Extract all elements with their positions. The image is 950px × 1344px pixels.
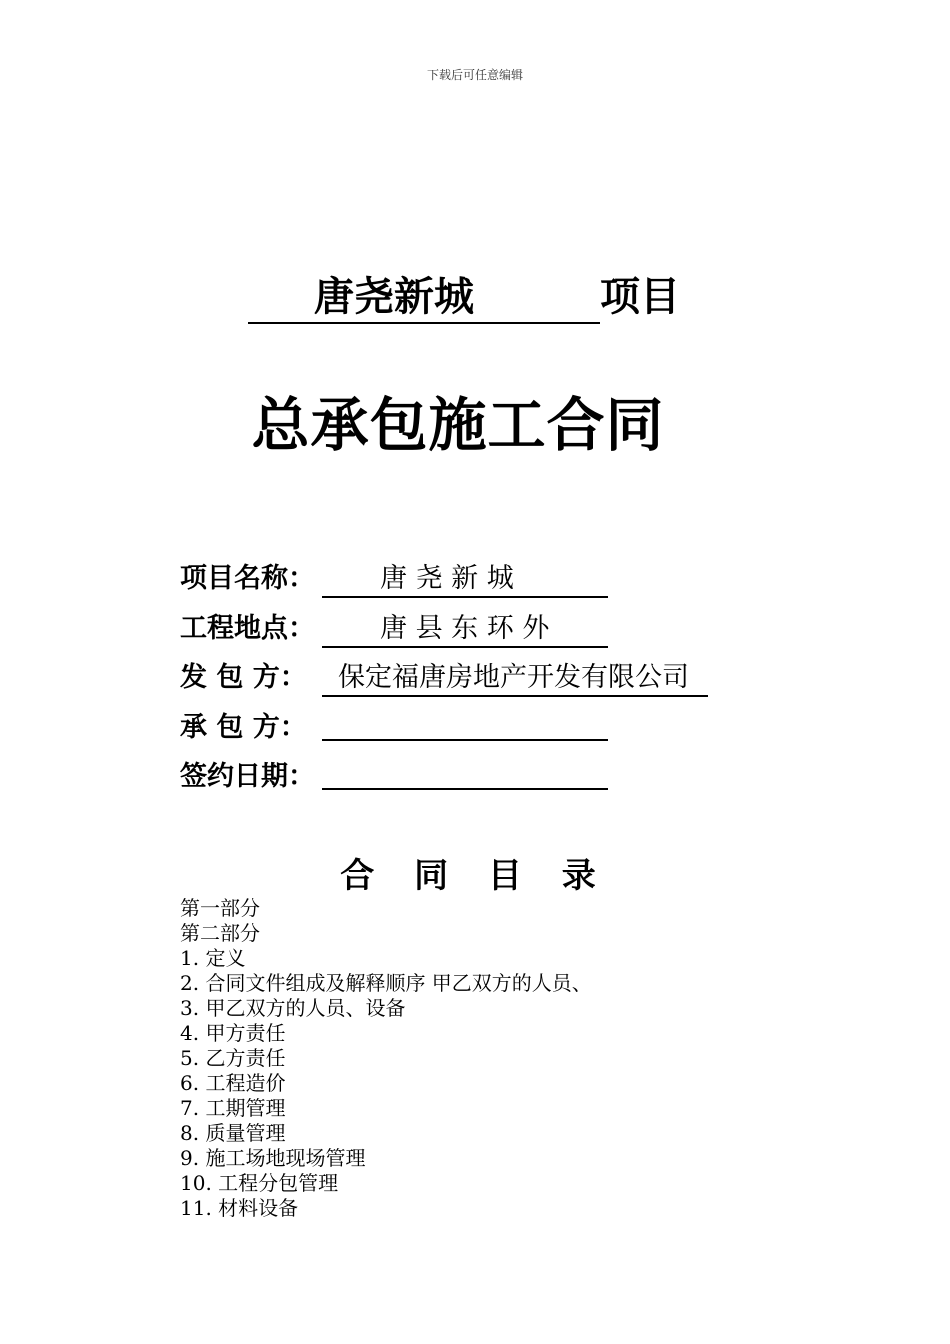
- project-suffix: 项目: [600, 274, 680, 320]
- toc-item: 8. 质量管理: [180, 1121, 286, 1145]
- contract-title: 总承包施工合同: [251, 391, 665, 459]
- toc-item: 11. 材料设备: [180, 1196, 299, 1220]
- info-label: 承 包 方：: [180, 712, 307, 743]
- toc-item: 6. 工程造价: [180, 1071, 286, 1095]
- info-label: 签约日期：: [180, 761, 315, 792]
- header-note: 下载后可任意编辑: [426, 68, 523, 82]
- info-row-sign-date: [180, 754, 608, 794]
- toc-item: 5. 乙方责任: [180, 1046, 286, 1070]
- info-row-employer: [180, 655, 708, 695]
- project-line: [248, 272, 680, 324]
- info-value: 保定福唐房地产开发有限公司: [322, 661, 708, 697]
- info-row-contractor: [180, 705, 608, 745]
- info-label: 项目名称：: [180, 563, 315, 594]
- info-value: [322, 754, 608, 790]
- info-row-location: [180, 606, 608, 646]
- toc-item: 3. 甲乙双方的人员、设备: [180, 996, 406, 1020]
- toc-item: 10. 工程分包管理: [180, 1171, 339, 1195]
- info-row-project-name: [180, 556, 608, 596]
- toc-item: 9. 施工场地现场管理: [180, 1146, 366, 1170]
- toc-item: 4. 甲方责任: [180, 1021, 286, 1045]
- info-label: 工程地点：: [180, 613, 315, 644]
- project-name: 唐尧新城: [248, 272, 600, 324]
- toc-item: 第一部分: [180, 896, 260, 920]
- info-label: 发 包 方：: [180, 662, 307, 693]
- toc-title: 合 同 目 录: [340, 856, 610, 896]
- toc-item: 7. 工期管理: [180, 1096, 286, 1120]
- toc-item: 1. 定义: [180, 946, 246, 970]
- info-value: 唐 县 东 环 外: [322, 612, 608, 648]
- info-value: 唐 尧 新 城: [322, 562, 608, 598]
- toc-item: 2. 合同文件组成及解释顺序 甲乙双方的人员、: [180, 971, 592, 995]
- info-value: [322, 705, 608, 741]
- table-of-contents: [180, 896, 592, 1221]
- toc-item: 第二部分: [180, 921, 260, 945]
